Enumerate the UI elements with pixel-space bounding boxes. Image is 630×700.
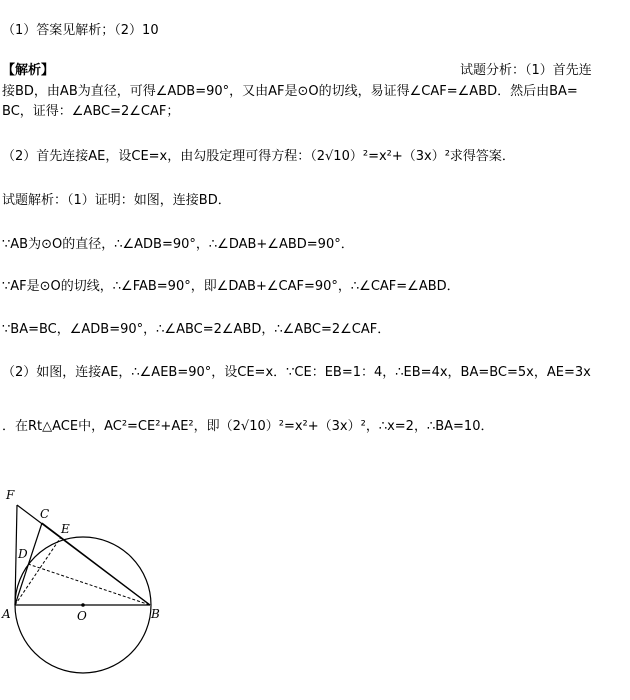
jiexi-header: 【解析】 (2, 63, 55, 78)
center-o-point (81, 603, 85, 607)
line-cb (42, 523, 150, 605)
label-o: O (77, 609, 87, 623)
analysis-part1-line-a: 接BD，由AB为直径，可得∠ADB=90°，又由AF是⊙O的切线，易证得∠CAF=∠ABD．然后由BA= (2, 84, 578, 99)
dashed-db (28, 564, 150, 605)
solution-step4: （2）如图，连接AE，∴∠AEB=90°，设CE=x．∵CE：EB=1：4，∴EB=4x，BA=BC=5x，AE=3x (2, 365, 591, 380)
solution-step2: ∵AF是⊙O的切线，∴∠FAB=90°，即∠DAB+∠CAF=90°，∴∠CAF=∠ABD． (2, 279, 460, 294)
analysis-part1-line-b: BC，证得：∠ABC=2∠CAF； (2, 104, 180, 119)
analysis-part2: （2）首先连接AE，设CE=x，由勾股定理可得方程：（2√10）²=x²+（3x）²求得答案． (2, 149, 515, 164)
label-e: E (61, 522, 70, 536)
label-b: B (151, 607, 160, 621)
label-d: D (18, 547, 28, 561)
solution-step5: ．在Rt△ACE中，AC²=CE²+AE²，即（2√10）²=x²+（3x）²，∴x=2，∴BA=10． (2, 419, 494, 434)
answer-text: （1）答案见解析；（2）10 (2, 23, 159, 38)
solution-intro: 试题解析：（1）证明：如图，连接BD． (2, 193, 231, 208)
label-c: C (40, 507, 50, 521)
solution-step1: ∵AB为⊙O的直径，∴∠ADB=90°，∴∠DAB+∠ABD=90°． (2, 237, 354, 252)
solution-step3: ∵BA=BC，∠ADB=90°，∴∠ABC=2∠ABD，∴∠ABC=2∠CAF． (2, 322, 391, 337)
answer-line (2, 22, 159, 40)
label-a: A (2, 607, 11, 621)
geometry-figure (0, 480, 170, 700)
label-f: F (6, 488, 15, 502)
analysis-header: 试题分析：（1）首先连 (460, 63, 592, 78)
